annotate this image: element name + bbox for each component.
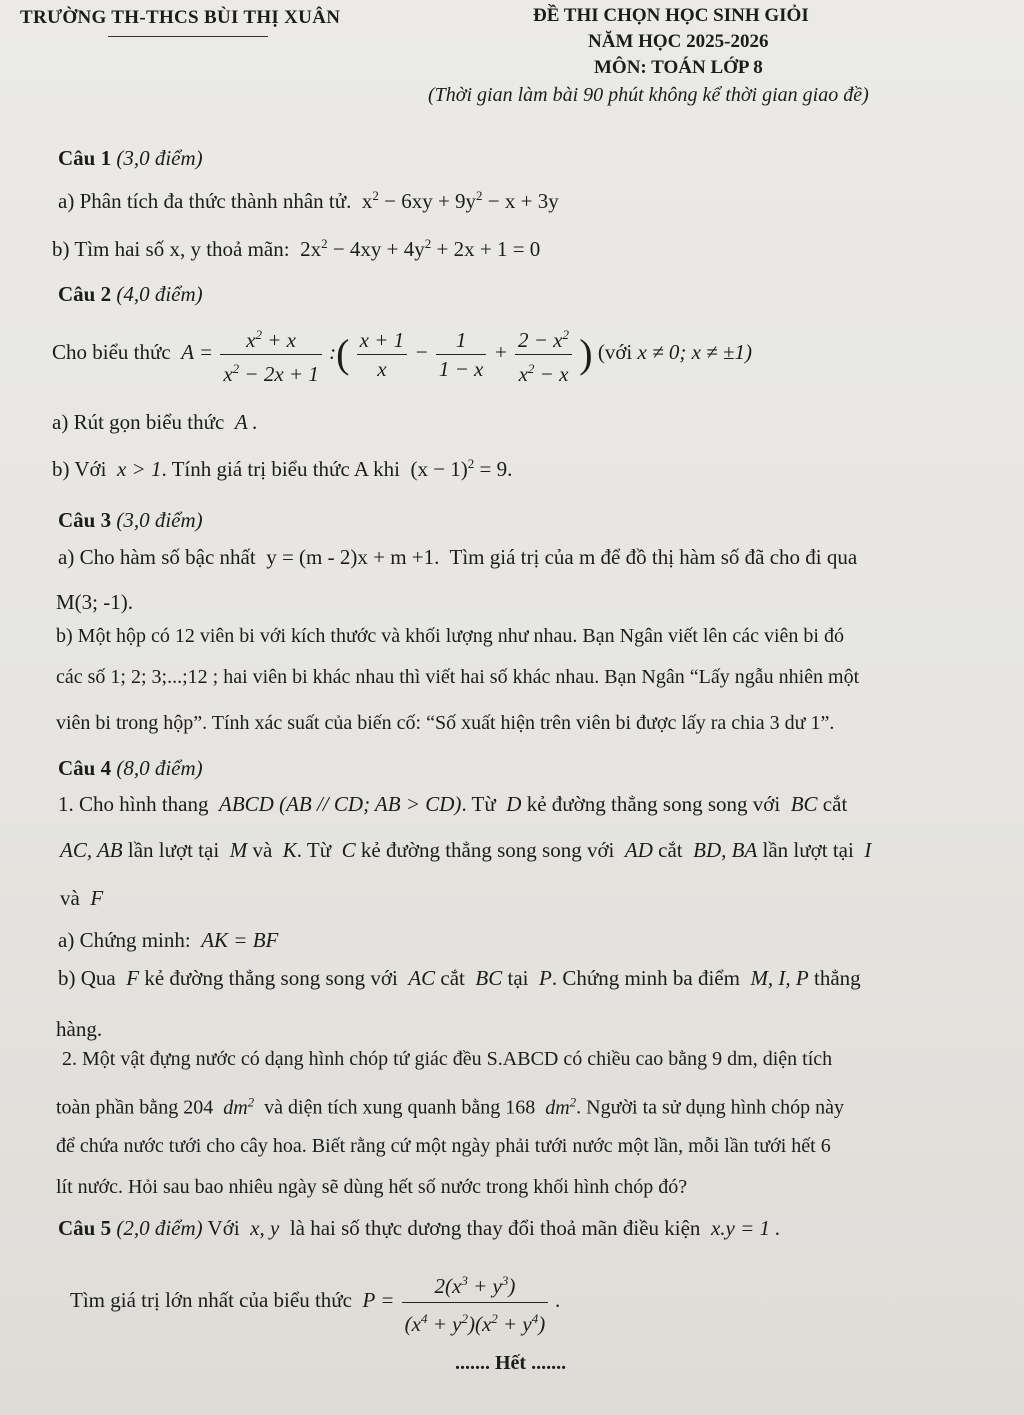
q4-p1-line1	[58, 792, 847, 817]
q3-points: (3,0 điểm)	[116, 508, 203, 532]
q4-p1-line3	[60, 886, 103, 911]
q4-b-mid2: cắt	[440, 966, 465, 990]
q3-a-point: M(3; -1).	[56, 590, 133, 614]
q4-p1-i: I	[859, 838, 872, 862]
q3-title: Câu 3	[58, 508, 112, 532]
q4-p2-line4: lít nước. Hỏi sau bao nhiêu ngày sẽ dùng hết số nước trong khối hình chóp đó?	[56, 1176, 688, 1198]
q4-p1-f: F	[85, 886, 104, 910]
q4-p1-l2-d: kẻ đường thẳng song song với	[360, 838, 615, 862]
q4-p1-pt-d: D	[501, 792, 527, 816]
q5-frac: $\frac{2(x^3 + y^3)}{(x^4 + y^2)(x^2 + y^4)}$	[402, 1267, 549, 1338]
q5-vars: x, y	[244, 1216, 285, 1240]
q4-part-b	[58, 966, 861, 991]
q1-part-b	[52, 236, 540, 262]
exam-year: NĂM HỌC 2025-2026	[588, 31, 769, 52]
q4-a-formula: AK = BF	[195, 928, 279, 952]
q3-part-a	[58, 545, 857, 570]
q2-b-formula: $(x - 1)^2 = 9$.	[405, 456, 513, 481]
q5-l1a: Với	[207, 1216, 240, 1240]
q4-part-a	[58, 928, 278, 953]
q4-b-mip: M, I, P	[745, 966, 815, 990]
q2-points: (4,0 điểm)	[116, 282, 203, 306]
q4-p1-l2-b: và	[252, 838, 273, 862]
q3-a-pre: a) Cho hàm số bậc nhất	[58, 545, 256, 569]
q5-line2	[70, 1260, 561, 1340]
q4-p1-c: C	[336, 838, 361, 862]
q2-a-text: a) Rút gọn biểu thức	[52, 410, 225, 434]
q4-b-p: P	[533, 966, 552, 990]
q4-heading	[58, 756, 203, 781]
q4-p1-l1-c: kẻ đường thẳng song song với	[526, 792, 781, 816]
q2-expression	[52, 317, 752, 387]
q1-b-text: b) Tìm hai số x, y thoả mãn:	[52, 237, 290, 261]
q4-a-text: a) Chứng minh:	[58, 928, 191, 952]
q2-frac-1: $\frac{x + 1}{x}$	[357, 328, 408, 381]
q1-points: (3,0 điểm)	[116, 146, 203, 170]
school-name: TRƯỜNG TH-THCS BÙI THỊ XUÂN	[20, 7, 341, 28]
q4-p1-l2-f: lần lượt tại	[762, 838, 854, 862]
q4-p1-l2-e: cắt	[658, 838, 683, 862]
q4-p1-l1-b: . Từ	[461, 792, 496, 816]
q4-b-end: thẳng	[814, 966, 861, 990]
q5-l1b: là hai số thực dương thay đổi thoả mãn điều kiện	[289, 1216, 701, 1240]
q4-p2-line3: để chứa nước tưới cho cây hoa. Biết rằng cứ một ngày phải tưới nước một lần, mỗi lần tưới hết 6	[56, 1135, 831, 1157]
q2-b-cond: x > 1	[111, 457, 162, 481]
q5-cond: x.y = 1 .	[705, 1216, 781, 1240]
q4-p1-ac-ab: AC, AB	[60, 838, 128, 862]
q2-frac-3: $\frac{2 - x^2}{x^2 - x}$	[515, 323, 572, 386]
q4-b-bc: BC	[470, 966, 508, 990]
q4-p1-bd-ba: BD, BA	[687, 838, 763, 862]
q3-b-line3: viên bi trong hộp”. Tính xác suất của biến cố: “Số xuất hiện trên viên bi được lấy ra chia 3 dư 1”.	[56, 712, 835, 734]
q2-frac-2: $\frac{1}{1 - x}$	[436, 328, 487, 381]
q4-p1-l1: 1. Cho hình thang	[58, 792, 209, 816]
q4-p2-unit1: $dm^2$	[218, 1094, 255, 1119]
q4-p1-k: K	[277, 838, 297, 862]
q4-p1-shape: ABCD (AB // CD; AB > CD)	[213, 792, 462, 816]
q1-title: Câu 1	[58, 146, 112, 170]
q1-a-text: a) Phân tích đa thức thành nhân tử.	[58, 189, 352, 213]
end-mark: ....... Hết .......	[455, 1352, 567, 1374]
q4-p1-l1-d: cắt	[822, 792, 848, 816]
q3-b-line1: b) Một hộp có 12 viên bi với kích thước và khối lượng như nhau. Bạn Ngân viết lên các viên bi đó	[56, 625, 844, 647]
q2-a-var: A .	[229, 410, 258, 434]
q4-p2-l2a: toàn phần bằng 204	[56, 1096, 214, 1119]
q2-part-a	[52, 410, 258, 435]
q5-l2: Tìm giá trị lớn nhất của biểu thức	[70, 1288, 352, 1312]
q4-points: (8,0 điểm)	[116, 756, 203, 780]
q3-a-post: Tìm giá trị của m để đồ thị hàm số đã cho đi qua	[449, 545, 858, 569]
q4-b-text: b) Qua	[58, 966, 116, 990]
exam-subject: MÔN: TOÁN LỚP 8	[594, 57, 763, 78]
q3-b-line2: các số 1; 2; 3;...;12 ; hai viên bi khác nhau thì viết hai số khác nhau. Bạn Ngân “Lấy ngẫu nhiên một	[56, 666, 860, 688]
q5-title: Câu 5	[58, 1216, 112, 1240]
q4-b-line2: hàng.	[56, 1017, 103, 1041]
q4-b-ac: AC	[403, 966, 441, 990]
q4-p1-l3: và	[60, 886, 80, 910]
q4-b-f: F	[120, 966, 145, 990]
q4-p2-l2b: và diện tích xung quanh bằng 168	[264, 1096, 536, 1119]
time-note: (Thời gian làm bài 90 phút không kể thời gian giao đề)	[428, 84, 869, 106]
q4-b-mid4: . Chứng minh ba điểm	[551, 966, 740, 990]
q4-title: Câu 4	[58, 756, 112, 780]
q1-heading	[58, 146, 203, 171]
q1-part-a	[58, 188, 559, 214]
q2-cond: x ≠ 0; x ≠ ±1)	[637, 340, 752, 364]
q4-p1-line2	[60, 838, 871, 863]
q3-heading	[58, 508, 203, 533]
q2-title: Câu 2	[58, 282, 112, 306]
q2-b-pre: b) Với	[52, 457, 107, 481]
q5-points: (2,0 điểm)	[116, 1216, 203, 1240]
q4-b-mid3: tại	[507, 966, 529, 990]
q4-p2-line1: 2. Một vật đựng nước có dạng hình chóp tứ giác đều S.ABCD có chiều cao bằng 9 dm, diện tích	[62, 1048, 833, 1070]
q2-heading	[58, 282, 203, 307]
q3-a-formula: y = (m - 2)x + m +1.	[260, 545, 445, 569]
q2-intro: Cho biểu thức	[52, 340, 171, 364]
q5-formula: P = $\frac{2(x^3 + y^3)}{(x^4 + y^2)(x^2 + y^4)}$ .	[357, 1288, 561, 1312]
q2-cond-label: (với	[597, 340, 633, 364]
q4-p2-unit2: $dm^2$	[540, 1094, 577, 1119]
q1-b-formula: $2x^2 - 4xy + 4y^2 + 2x + 1 = 0$	[294, 236, 541, 261]
exam-title: ĐỀ THI CHỌN HỌC SINH GIỎI	[533, 5, 809, 26]
q4-p2-l2c: . Người ta sử dụng hình chóp này	[576, 1096, 844, 1119]
q4-p1-l2: lần lượt tại	[127, 838, 220, 862]
q2-b-mid: . Tính giá trị biểu thức A khi	[161, 457, 400, 481]
school-underline	[108, 36, 268, 37]
q2-frac-main: $\frac{x^2 + x}{x^2 - 2x + 1}$	[220, 323, 322, 386]
q4-p1-ad: AD	[619, 838, 659, 862]
q4-p1-m: M	[224, 838, 253, 862]
q5-line1	[58, 1216, 781, 1241]
q4-p2-line2	[56, 1094, 844, 1120]
q2-formula: A = $\frac{x^2 + x}{x^2 - 2x + 1}$ :( $\frac{x + 1}{x}$ − $\frac{1}{1 - x}$ + $\frac{2 - x^2}{x^2 - x}$ )	[176, 340, 598, 364]
q2-part-b	[52, 456, 512, 482]
q4-p1-l2-c: . Từ	[296, 838, 332, 862]
q4-p1-bc: BC	[785, 792, 823, 816]
q4-b-mid: kẻ đường thẳng song song với	[144, 966, 398, 990]
q1-a-formula: $x^2 - 6xy + 9y^2 - x + 3y$	[356, 188, 559, 213]
